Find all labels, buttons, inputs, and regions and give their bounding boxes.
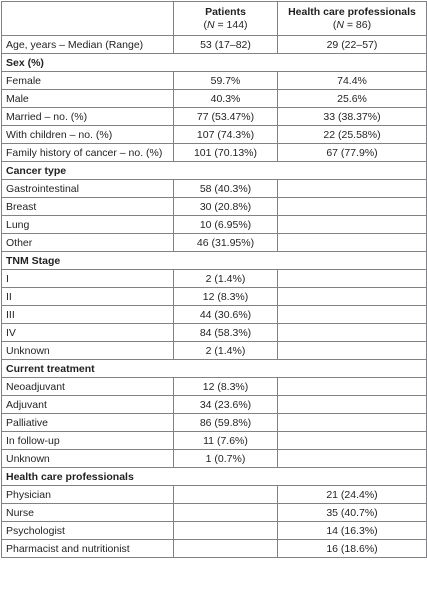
hcp-value	[278, 450, 427, 468]
row-label: Neoadjuvant	[2, 378, 174, 396]
patients-value: 59.7%	[174, 72, 278, 90]
table-row	[2, 234, 427, 252]
section-label: TNM Stage	[2, 252, 174, 270]
row-label: With children – no. (%)	[2, 126, 174, 144]
table-row	[2, 324, 427, 342]
section-header-row	[2, 468, 427, 486]
table-row	[2, 432, 427, 450]
patients-value: 53 (17–82)	[174, 36, 278, 54]
patients-value: 34 (23.6%)	[174, 396, 278, 414]
row-label: I	[2, 270, 174, 288]
hcp-value: 35 (40.7%)	[278, 504, 427, 522]
row-label: IV	[2, 324, 174, 342]
hcp-value	[278, 306, 427, 324]
hcp-value: 14 (16.3%)	[278, 522, 427, 540]
row-label: Male	[2, 90, 174, 108]
n-italic: N	[206, 18, 215, 31]
header-patients	[174, 2, 278, 36]
table-row	[2, 396, 427, 414]
hcp-value	[278, 180, 427, 198]
patients-value: 11 (7.6%)	[174, 432, 278, 450]
patients-value: 107 (74.3%)	[174, 126, 278, 144]
table-body	[2, 36, 427, 558]
table-row	[2, 108, 427, 126]
section-fill-cell	[174, 54, 427, 72]
header-hcp-n: (N = 86)	[332, 18, 372, 31]
table-row	[2, 540, 427, 558]
hcp-value: 25.6%	[278, 90, 427, 108]
row-label: Pharmacist and nutritionist	[2, 540, 174, 558]
patients-value: 12 (8.3%)	[174, 288, 278, 306]
patients-value: 58 (40.3%)	[174, 180, 278, 198]
hcp-value	[278, 396, 427, 414]
table-row	[2, 504, 427, 522]
table-row	[2, 180, 427, 198]
patients-value	[174, 522, 278, 540]
row-label: Unknown	[2, 342, 174, 360]
patients-value	[174, 504, 278, 522]
table-row	[2, 90, 427, 108]
patients-value: 10 (6.95%)	[174, 216, 278, 234]
row-label: Physician	[2, 486, 174, 504]
section-label: Health care professionals	[2, 468, 174, 486]
hcp-value: 21 (24.4%)	[278, 486, 427, 504]
header-blank-cell	[2, 2, 174, 36]
table-row	[2, 288, 427, 306]
row-label: Family history of cancer – no. (%)	[2, 144, 174, 162]
header-patients-title: Patients	[205, 5, 246, 18]
patients-value: 2 (1.4%)	[174, 270, 278, 288]
section-label: Cancer type	[2, 162, 174, 180]
patients-value: 77 (53.47%)	[174, 108, 278, 126]
section-label: Sex (%)	[2, 54, 174, 72]
row-label: Gastrointestinal	[2, 180, 174, 198]
section-header-row	[2, 360, 427, 378]
hcp-value	[278, 432, 427, 450]
patients-value: 30 (20.8%)	[174, 198, 278, 216]
hcp-value	[278, 342, 427, 360]
header-hcp-title: Health care professionals	[288, 5, 416, 18]
table-row	[2, 522, 427, 540]
table-row	[2, 450, 427, 468]
patients-value: 46 (31.95%)	[174, 234, 278, 252]
patients-value	[174, 540, 278, 558]
hcp-value	[278, 324, 427, 342]
patients-value: 1 (0.7%)	[174, 450, 278, 468]
table-row	[2, 414, 427, 432]
patients-value: 101 (70.13%)	[174, 144, 278, 162]
section-fill-cell	[174, 360, 427, 378]
row-label: II	[2, 288, 174, 306]
patients-value: 12 (8.3%)	[174, 378, 278, 396]
row-label: III	[2, 306, 174, 324]
hcp-value	[278, 378, 427, 396]
hcp-value	[278, 216, 427, 234]
section-label: Current treatment	[2, 360, 174, 378]
section-fill-cell	[174, 162, 427, 180]
patients-value	[174, 486, 278, 504]
row-label: Age, years – Median (Range)	[2, 36, 174, 54]
row-label: Lung	[2, 216, 174, 234]
hcp-value	[278, 270, 427, 288]
table-row	[2, 270, 427, 288]
row-label: Palliative	[2, 414, 174, 432]
row-label: Other	[2, 234, 174, 252]
hcp-value: 67 (77.9%)	[278, 144, 427, 162]
patients-value: 44 (30.6%)	[174, 306, 278, 324]
section-fill-cell	[174, 468, 427, 486]
table-row	[2, 306, 427, 324]
patients-value: 40.3%	[174, 90, 278, 108]
patients-value: 84 (58.3%)	[174, 324, 278, 342]
table-row	[2, 378, 427, 396]
patients-value: 2 (1.4%)	[174, 342, 278, 360]
hcp-value	[278, 234, 427, 252]
row-label: Nurse	[2, 504, 174, 522]
table-row	[2, 126, 427, 144]
row-label: In follow-up	[2, 432, 174, 450]
section-header-row	[2, 162, 427, 180]
hcp-value	[278, 414, 427, 432]
header-patients-n: (N = 144)	[203, 18, 248, 31]
row-label: Female	[2, 72, 174, 90]
demographics-table	[1, 1, 427, 558]
row-label: Adjuvant	[2, 396, 174, 414]
table-row	[2, 342, 427, 360]
header-hcp	[278, 2, 427, 36]
section-header-row	[2, 54, 427, 72]
n-italic: N	[336, 18, 344, 31]
hcp-value: 33 (38.37%)	[278, 108, 427, 126]
table-header	[2, 2, 427, 36]
patients-value: 86 (59.8%)	[174, 414, 278, 432]
hcp-value: 16 (18.6%)	[278, 540, 427, 558]
hcp-value: 29 (22–57)	[278, 36, 427, 54]
hcp-value: 74.4%	[278, 72, 427, 90]
hcp-value: 22 (25.58%)	[278, 126, 427, 144]
row-label: Married – no. (%)	[2, 108, 174, 126]
table-row	[2, 36, 427, 54]
hcp-value	[278, 288, 427, 306]
table-row	[2, 216, 427, 234]
section-header-row	[2, 252, 427, 270]
table-row	[2, 144, 427, 162]
row-label: Breast	[2, 198, 174, 216]
row-label: Psychologist	[2, 522, 174, 540]
header-row	[2, 2, 427, 36]
table-row	[2, 198, 427, 216]
table-row	[2, 72, 427, 90]
hcp-value	[278, 198, 427, 216]
section-fill-cell	[174, 252, 427, 270]
table-row	[2, 486, 427, 504]
row-label: Unknown	[2, 450, 174, 468]
